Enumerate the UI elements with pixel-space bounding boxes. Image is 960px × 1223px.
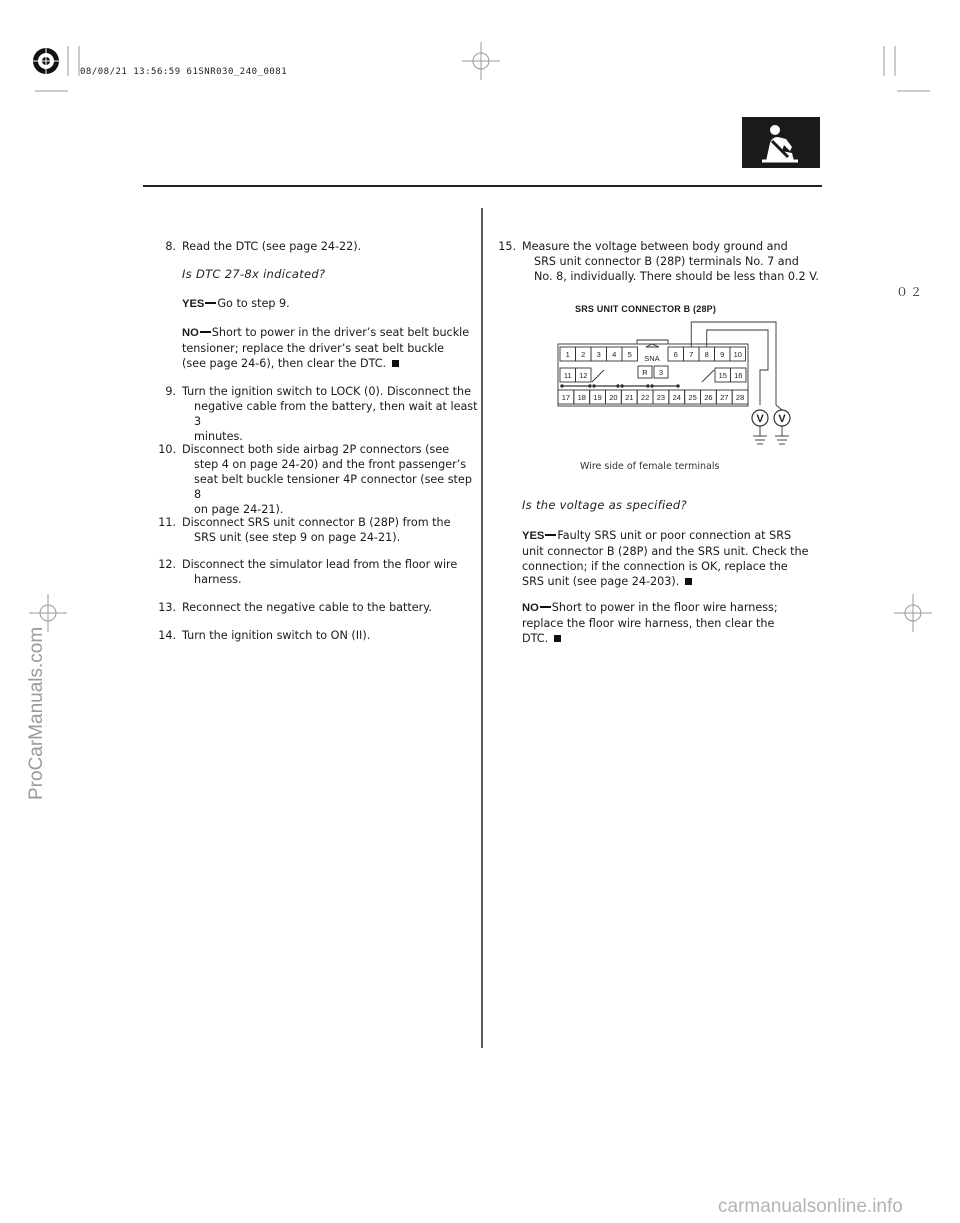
terminal-number: 26 — [704, 393, 713, 402]
registration-target-icon — [28, 43, 64, 79]
step-number: 10. — [158, 443, 176, 456]
srs-section-badge — [742, 117, 820, 168]
step-text: Disconnect both side airbag 2P connectors (see — [182, 443, 450, 456]
shorting-pin — [621, 385, 624, 388]
terminal-number: 27 — [720, 393, 729, 402]
shorting-pin — [617, 385, 620, 388]
probe-wire-end — [776, 405, 782, 410]
step-text: harness. — [194, 573, 242, 586]
step-text: SRS unit connector B (28P) terminals No. 7 and — [534, 255, 799, 268]
step-text: on page 24-21). — [194, 503, 284, 516]
no-text-line: DTC. — [522, 632, 549, 645]
shorting-pin — [677, 385, 680, 388]
step-number: 15. — [498, 240, 516, 253]
no-text-line: Short to power in the driver’s seat belt buckle — [211, 326, 470, 339]
no-text-line: (see page 24-6), then clear the DTC. — [182, 357, 387, 370]
question-voltage: Is the voltage as specified? — [522, 498, 687, 512]
terminal-number: 16 — [734, 371, 743, 380]
terminal-number: 2 — [581, 350, 586, 359]
no-label: NO — [522, 602, 539, 614]
step-text: Disconnect SRS unit connector B (28P) from the — [182, 516, 451, 529]
end-of-procedure-icon — [392, 360, 399, 367]
terminal-number: 25 — [688, 393, 697, 402]
yes-text-line: Faulty SRS unit or poor connection at SRS — [557, 529, 792, 542]
terminal-number: 7 — [689, 350, 694, 359]
yes-label: YES — [522, 530, 545, 542]
step-number: 14. — [158, 629, 176, 642]
answer-yes-voltage — [522, 528, 822, 589]
terminal-number: 5 — [627, 350, 632, 359]
seatbelt-person-icon — [742, 117, 820, 168]
terminal-number: 11 — [563, 371, 572, 380]
step-text: Reconnect the negative cable to the battery. — [182, 601, 432, 614]
terminal-number: 8 — [704, 350, 709, 359]
terminal-number: 28 — [735, 393, 745, 402]
page-code: ０２ — [896, 285, 925, 299]
bottom-watermark: carmanualsonline.info — [718, 1196, 903, 1217]
terminal-number: 24 — [672, 393, 681, 402]
yes-text-line: unit connector B (28P) and the SRS unit. Check the — [522, 545, 809, 558]
connector-latch — [637, 340, 668, 344]
step-text: Turn the ignition switch to LOCK (0). Disconnect the — [182, 385, 472, 398]
terminal-number: 21 — [625, 393, 634, 402]
yes-text-line: SRS unit (see page 24-203). — [522, 575, 680, 588]
terminal-number: 20 — [609, 393, 618, 402]
answer-no-voltage — [522, 600, 822, 646]
yes-text-line: connection; if the connection is OK, replace the — [522, 560, 788, 573]
end-of-procedure-icon — [554, 635, 561, 642]
key-label: R — [642, 368, 648, 377]
step-text: SRS unit (see step 9 on page 24-21). — [194, 531, 401, 544]
step-number: 13. — [158, 601, 176, 614]
step-text: negative cable from the battery, then wait at least 3 — [194, 400, 478, 428]
connector-diagram — [520, 300, 820, 480]
terminal-number: 19 — [593, 393, 602, 402]
connector-code: SNA — [644, 354, 660, 363]
latch-arrow-icon — [646, 344, 659, 347]
empty-cavity-mark — [592, 370, 604, 382]
terminal-number: 23 — [656, 393, 666, 402]
side-watermark: ProCarManuals.com — [26, 626, 47, 800]
shorting-pin — [647, 385, 650, 388]
terminal-number: 10 — [733, 350, 742, 359]
answer-no — [182, 325, 472, 371]
key-label: 3 — [658, 368, 664, 377]
step-number: 9. — [165, 385, 176, 398]
step-text: No. 8, individually. There should be less than 0.2 V. — [534, 270, 819, 283]
end-of-procedure-icon — [685, 578, 692, 585]
connector-drawing — [520, 300, 820, 480]
step-number: 12. — [158, 558, 176, 571]
step-text: step 4 on page 24-20) and the front passenger’s — [194, 458, 467, 471]
question-dtc: Is DTC 27-8x indicated? — [182, 267, 326, 281]
step-text: Read the DTC (see page 24-22). — [182, 240, 362, 253]
terminal-number: 18 — [577, 393, 586, 402]
step-text: Disconnect the simulator lead from the floor wire — [182, 558, 458, 571]
terminal-number: 22 — [640, 393, 650, 402]
yes-label: YES — [182, 298, 205, 310]
no-label: NO — [182, 327, 199, 339]
shorting-pin — [589, 385, 592, 388]
terminal-number: 4 — [612, 350, 617, 359]
no-text-line: Short to power in the floor wire harness; — [551, 601, 778, 614]
terminal-number: 15 — [718, 371, 727, 380]
terminal-number: 12 — [579, 371, 588, 380]
shorting-pin — [593, 385, 596, 388]
step-text: minutes. — [194, 430, 243, 443]
diagram-title: SRS UNIT CONNECTOR B (28P) — [575, 304, 717, 314]
terminal-number: 3 — [596, 350, 601, 359]
terminal-number: 6 — [673, 350, 678, 359]
step-text: seat belt buckle tensioner 4P connector (see step 8 — [194, 473, 472, 501]
print-timestamp: 08/08/21 13:56:59 61SNR030_240_0081 — [80, 67, 288, 77]
voltmeter-symbol: V — [778, 413, 786, 425]
step-number: 11. — [158, 516, 176, 529]
terminal-number: 1 — [565, 350, 570, 359]
terminal-number: 9 — [720, 350, 725, 359]
diagram-caption: Wire side of female terminals — [580, 461, 720, 472]
no-text-line: replace the floor wire harness, then clear the — [522, 617, 775, 630]
step-text: Measure the voltage between body ground and — [522, 240, 788, 253]
voltmeter-symbol: V — [756, 413, 764, 425]
yes-text: Go to step 9. — [217, 297, 290, 310]
no-text-line: tensioner; replace the driver’s seat belt buckle — [182, 342, 445, 355]
step-text: Turn the ignition switch to ON (II). — [182, 629, 371, 642]
terminal-number: 17 — [561, 393, 571, 402]
answer-yes — [182, 296, 290, 312]
empty-cavity-mark — [702, 370, 714, 382]
shorting-pin — [651, 385, 654, 388]
shorting-pin — [561, 385, 564, 388]
step-number: 8. — [165, 240, 176, 253]
